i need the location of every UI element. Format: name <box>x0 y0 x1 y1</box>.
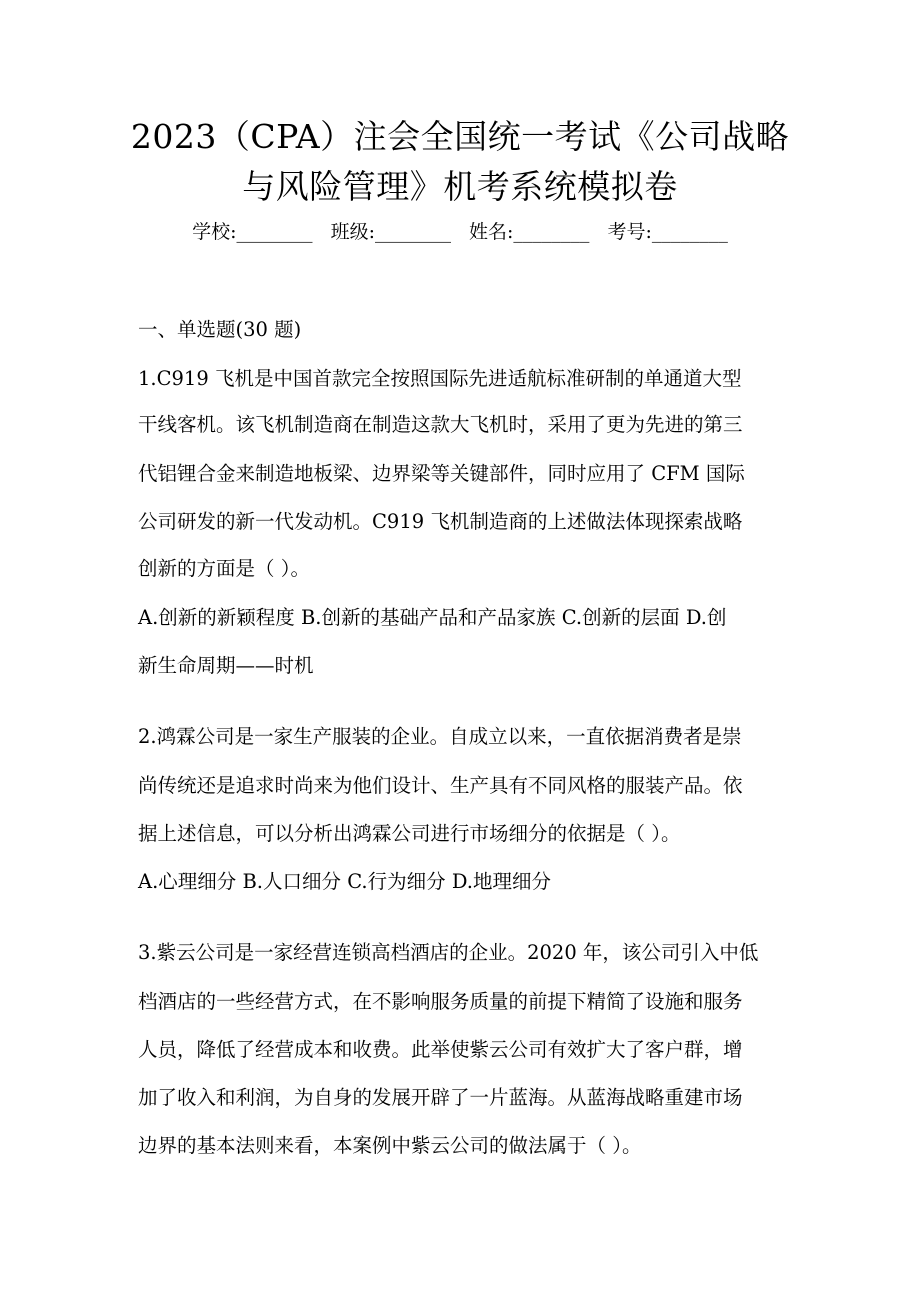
question-text-line: 干线客机。该飞机制造商在制造这款大飞机时，采用了更为先进的第三 <box>138 413 743 436</box>
question-text-line: 边界的基本法则来看，本案例中紫云公司的做法属于（ ）。 <box>138 1134 642 1157</box>
question-options-line: A.心理细分 B.人口细分 C.行为细分 D.地理细分 <box>138 870 551 893</box>
question-text-line: 代铝锂合金来制造地板梁、边界梁等关键部件，同时应用了 CFM 国际 <box>138 462 745 485</box>
section-heading: 一、单选题(30 题) <box>138 318 302 341</box>
question-text-line: 加了收入和利润，为自身的发展开辟了一片蓝海。从蓝海战略重建市场 <box>138 1086 743 1109</box>
question-options-line: A.创新的新颖程度 B.创新的基础产品和产品家族 C.创新的层面 D.创 <box>138 606 727 629</box>
student-info-row <box>60 218 860 246</box>
question-text-line: 1.C919 飞机是中国首款完全按照国际先进适航标准研制的单通道大型 <box>138 367 742 390</box>
document-title-line-2: 与风险管理》机考系统模拟卷 <box>242 167 678 206</box>
class-field: 班级:________ <box>330 221 451 243</box>
question-text-line: 档酒店的一些经营方式，在不影响服务质量的前提下精简了设施和服务 <box>138 990 743 1013</box>
name-field: 姓名:________ <box>469 221 590 243</box>
question-text-line: 3.紫云公司是一家经营连锁高档酒店的企业。2020 年，该公司引入中低 <box>138 941 759 964</box>
question-options-line: 新生命周期——时机 <box>138 654 314 677</box>
question-text-line: 公司研发的新一代发动机。C919 飞机制造商的上述做法体现探索战略 <box>138 510 743 533</box>
question-text-line: 据上述信息，可以分析出鸿霖公司进行市场细分的依据是（ ）。 <box>138 822 681 845</box>
document-title-line-1: 2023（CPA）注会全国统一考试《公司战略 <box>130 117 790 156</box>
question-text-line: 尚传统还是追求时尚来为他们设计、生产具有不同风格的服装产品。依 <box>138 774 743 797</box>
question-text-line: 创新的方面是（ ）。 <box>138 557 310 580</box>
school-field: 学校:________ <box>192 221 313 243</box>
question-text-line: 人员，降低了经营成本和收费。此举使紫云公司有效扩大了客户群，增 <box>138 1038 743 1061</box>
exam-number-field: 考号:________ <box>607 221 728 243</box>
question-text-line: 2.鸿霖公司是一家生产服装的企业。自成立以来，一直依据消费者是崇 <box>138 725 742 748</box>
